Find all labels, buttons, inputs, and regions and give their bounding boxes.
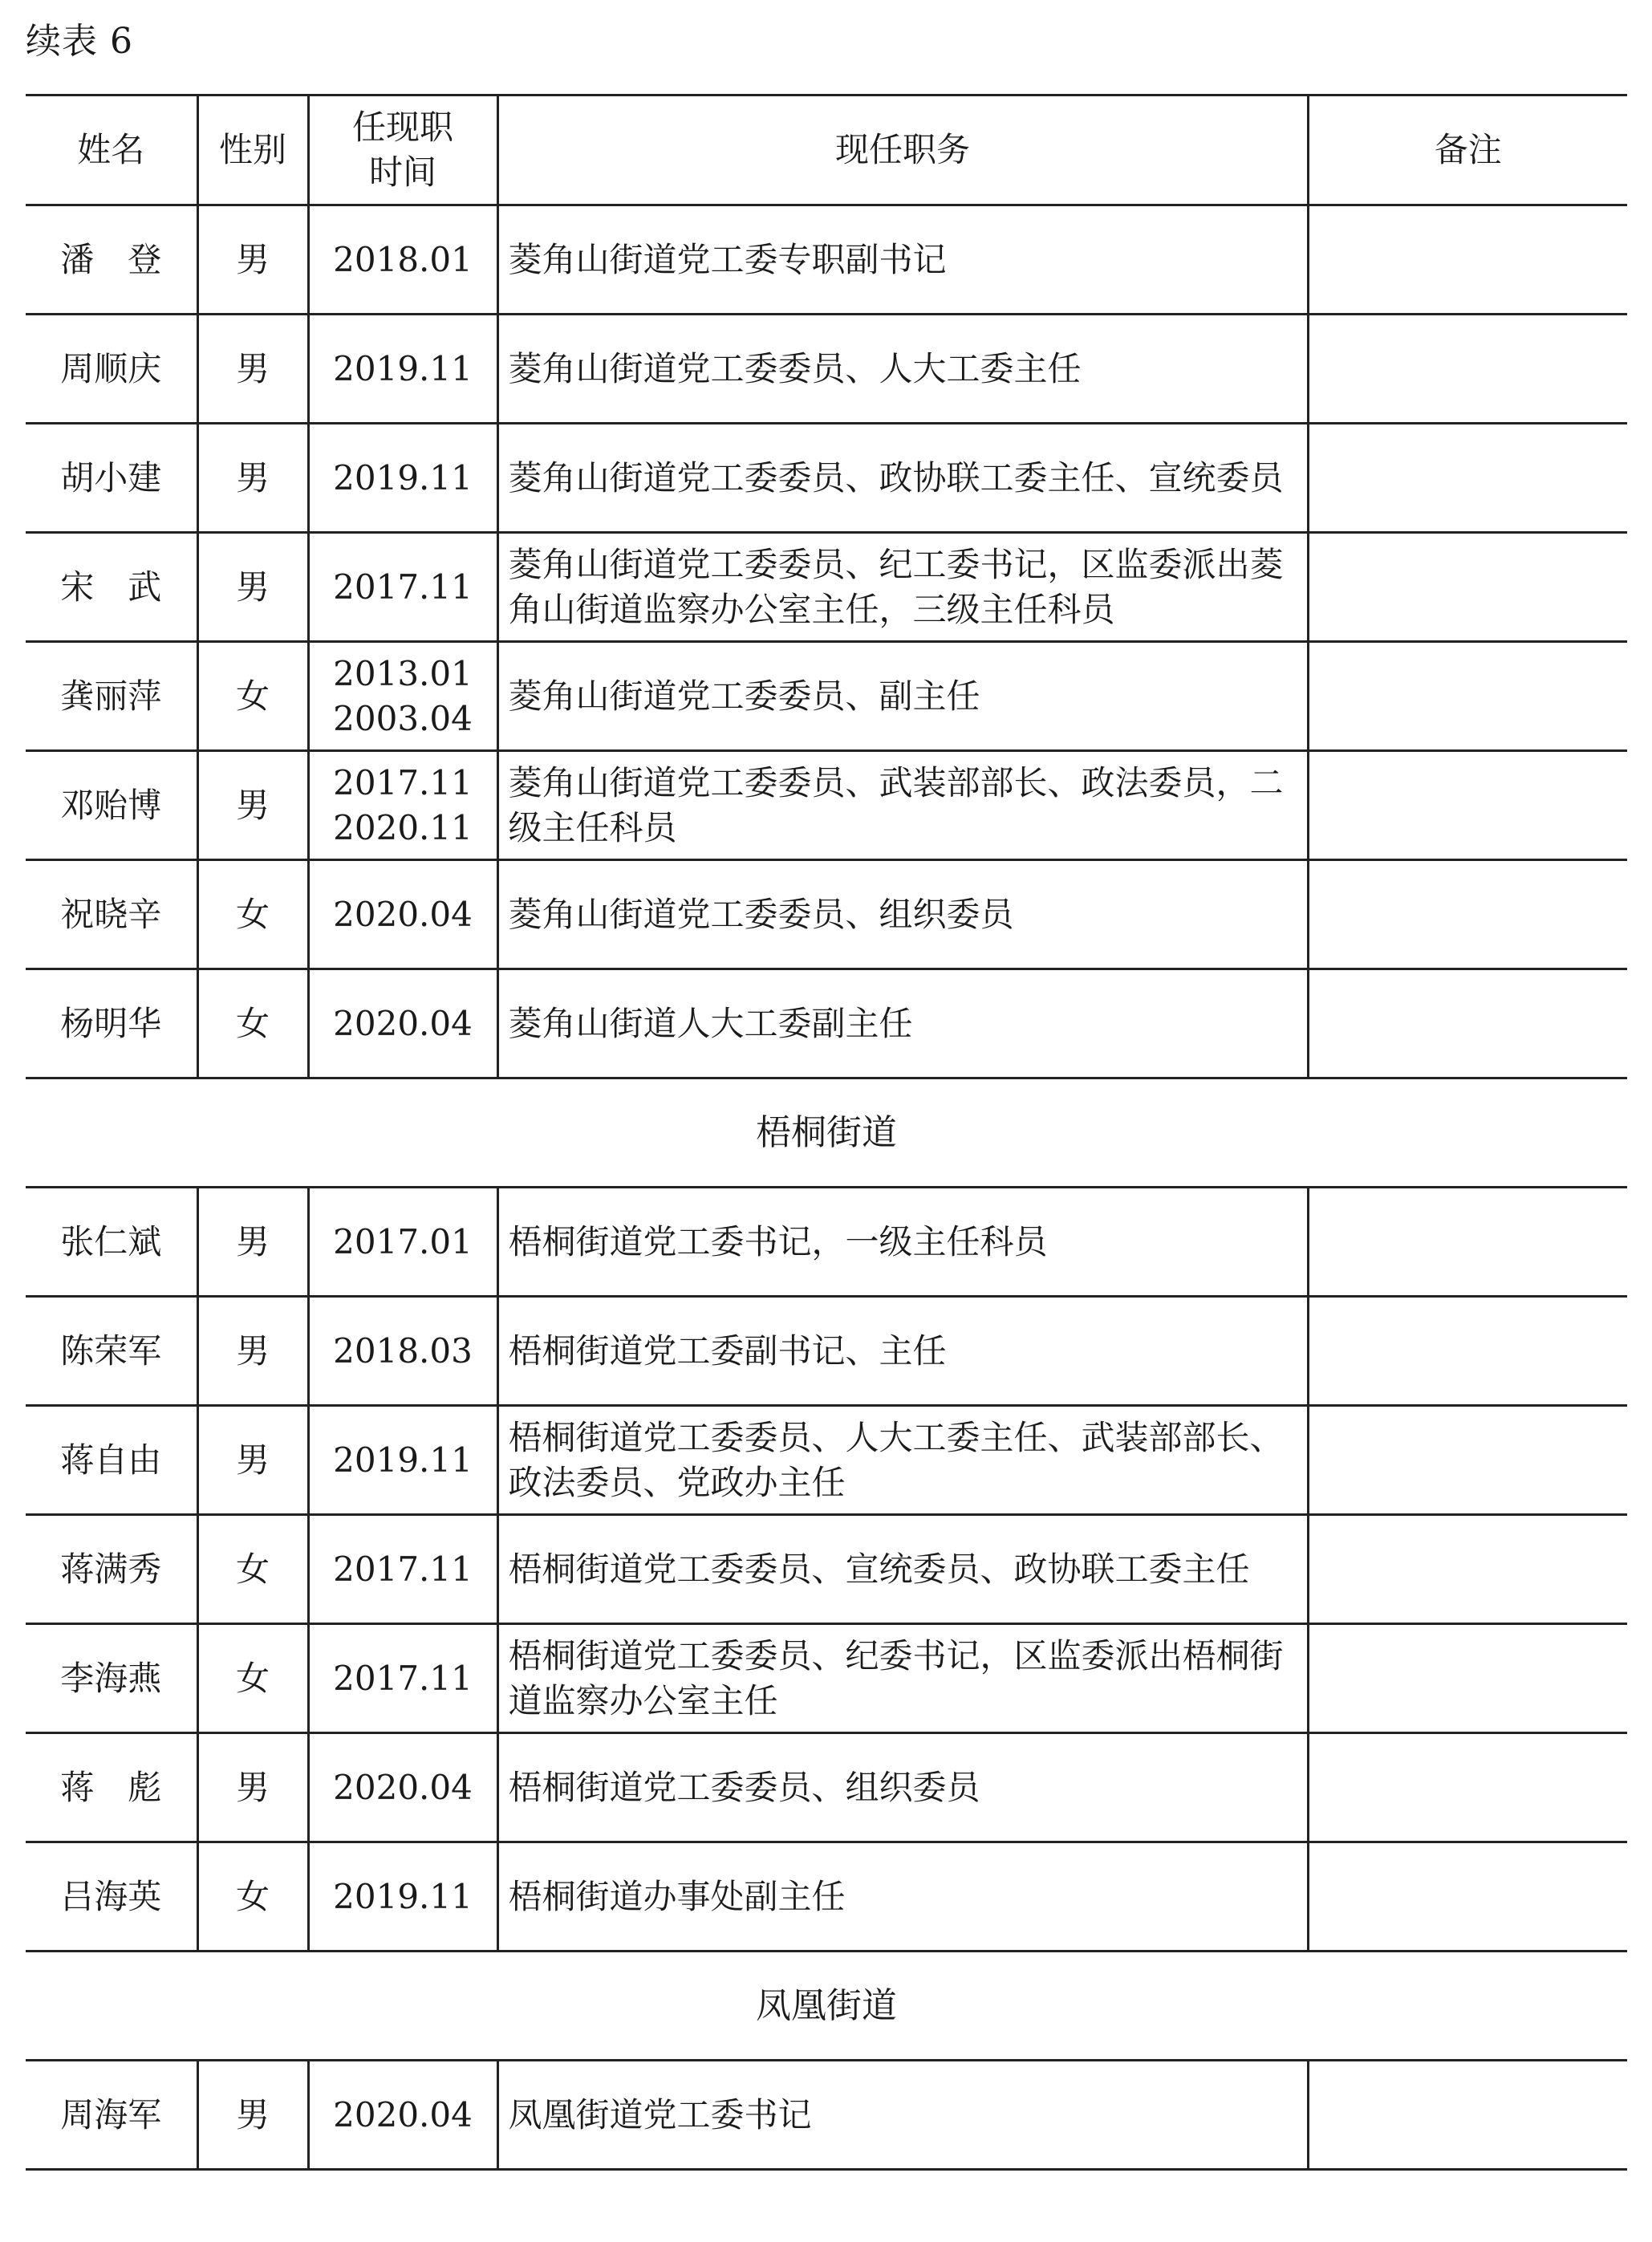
name-cell: 蒋自由 [26,1406,197,1515]
date-cell: 2018.01 [308,205,497,315]
name-cell: 周海军 [26,2061,197,2170]
note-cell [1308,2061,1627,2170]
table-row [26,205,1627,315]
duty-cell: 菱角山街道党工委委员、武装部部长、政法委员，二级主任科员 [497,751,1308,860]
duty-cell: 梧桐街道党工委委员、纪委书记，区监委派出梧桐街道监察办公室主任 [497,1624,1308,1733]
officials-table [26,94,1627,2171]
sex-cell: 男 [197,533,308,642]
duty-cell: 菱角山街道人大工委副主任 [497,969,1308,1078]
table-row [26,1297,1627,1406]
section-row [26,1078,1627,1188]
name-cell: 张仁斌 [26,1188,197,1297]
table-row [26,424,1627,533]
name-cell: 杨明华 [26,969,197,1078]
table-row [26,1842,1627,1952]
table-row [26,751,1627,860]
date-cell: 2017.01 [308,1188,497,1297]
date-cell: 2017.11 [308,1515,497,1624]
duty-cell: 菱角山街道党工委委员、纪工委书记，区监委派出菱角山街道监察办公室主任，三级主任科员 [497,533,1308,642]
duty-cell: 菱角山街道党工委专职副书记 [497,205,1308,315]
date-cell: 2019.11 [308,315,497,424]
name-cell: 宋 武 [26,533,197,642]
duty-cell: 梧桐街道办事处副主任 [497,1842,1308,1952]
sex-cell: 男 [197,424,308,533]
note-cell [1308,1406,1627,1515]
date-cell: 2017.11 [308,533,497,642]
note-cell [1308,533,1627,642]
note-cell [1308,1515,1627,1624]
table-caption: 续表 6 [26,21,133,62]
duty-cell: 菱角山街道党工委委员、副主任 [497,642,1308,751]
header-duty: 现任职务 [497,95,1308,205]
duty-cell: 梧桐街道党工委副书记、主任 [497,1297,1308,1406]
date-cell: 2019.11 [308,1842,497,1952]
note-cell [1308,424,1627,533]
header-date: 任现职 时间 [308,95,497,205]
name-cell: 祝晓辛 [26,860,197,969]
name-cell: 吕海英 [26,1842,197,1952]
table-row [26,969,1627,1078]
duty-cell: 梧桐街道党工委委员、人大工委主任、武装部部长、政法委员、党政办主任 [497,1406,1308,1515]
date-cell: 2017.11 2020.11 [308,751,497,860]
sex-cell: 男 [197,1406,308,1515]
note-cell [1308,315,1627,424]
name-cell: 李海燕 [26,1624,197,1733]
duty-cell: 梧桐街道党工委委员、宣统委员、政协联工委主任 [497,1515,1308,1624]
note-cell [1308,1188,1627,1297]
sex-cell: 男 [197,1297,308,1406]
name-cell: 龚丽萍 [26,642,197,751]
table-row [26,1188,1627,1297]
note-cell [1308,969,1627,1078]
table-row [26,1733,1627,1842]
sex-cell: 女 [197,860,308,969]
table-row [26,642,1627,751]
table-row [26,1406,1627,1515]
date-cell: 2019.11 [308,424,497,533]
date-cell: 2020.04 [308,1733,497,1842]
date-cell: 2020.04 [308,969,497,1078]
header-name: 姓名 [26,95,197,205]
note-cell [1308,642,1627,751]
table-row [26,533,1627,642]
sex-cell: 男 [197,751,308,860]
sex-cell: 女 [197,1842,308,1952]
name-cell: 邓贻博 [26,751,197,860]
sex-cell: 女 [197,1624,308,1733]
sex-cell: 男 [197,1188,308,1297]
name-cell: 胡小建 [26,424,197,533]
date-cell: 2020.04 [308,860,497,969]
sex-cell: 女 [197,642,308,751]
sex-cell: 女 [197,1515,308,1624]
date-cell: 2019.11 [308,1406,497,1515]
sex-cell: 女 [197,969,308,1078]
section-title: 梧桐街道 [26,1078,1627,1188]
sex-cell: 男 [197,1733,308,1842]
name-cell: 蒋满秀 [26,1515,197,1624]
note-cell [1308,751,1627,860]
duty-cell: 菱角山街道党工委委员、政协联工委主任、宣统委员 [497,424,1308,533]
sex-cell: 男 [197,2061,308,2170]
table-body [26,205,1627,2170]
note-cell [1308,1733,1627,1842]
sex-cell: 男 [197,205,308,315]
header-note: 备注 [1308,95,1627,205]
table-row [26,860,1627,969]
date-cell: 2017.11 [308,1624,497,1733]
section-title: 凤凰街道 [26,1952,1627,2061]
table-row [26,2061,1627,2170]
note-cell [1308,1842,1627,1952]
duty-cell: 梧桐街道党工委委员、组织委员 [497,1733,1308,1842]
date-cell: 2018.03 [308,1297,497,1406]
duty-cell: 菱角山街道党工委委员、组织委员 [497,860,1308,969]
duty-cell: 梧桐街道党工委书记，一级主任科员 [497,1188,1308,1297]
note-cell [1308,1624,1627,1733]
name-cell: 蒋 彪 [26,1733,197,1842]
date-cell: 2013.01 2003.04 [308,642,497,751]
note-cell [1308,1297,1627,1406]
table-row [26,315,1627,424]
date-cell: 2020.04 [308,2061,497,2170]
duty-cell: 凤凰街道党工委书记 [497,2061,1308,2170]
sex-cell: 男 [197,315,308,424]
header-row [26,95,1627,205]
table-row [26,1515,1627,1624]
name-cell: 潘 登 [26,205,197,315]
name-cell: 周顺庆 [26,315,197,424]
name-cell: 陈荣军 [26,1297,197,1406]
note-cell [1308,205,1627,315]
section-row [26,1952,1627,2061]
duty-cell: 菱角山街道党工委委员、人大工委主任 [497,315,1308,424]
header-sex: 性别 [197,95,308,205]
note-cell [1308,860,1627,969]
table-row [26,1624,1627,1733]
